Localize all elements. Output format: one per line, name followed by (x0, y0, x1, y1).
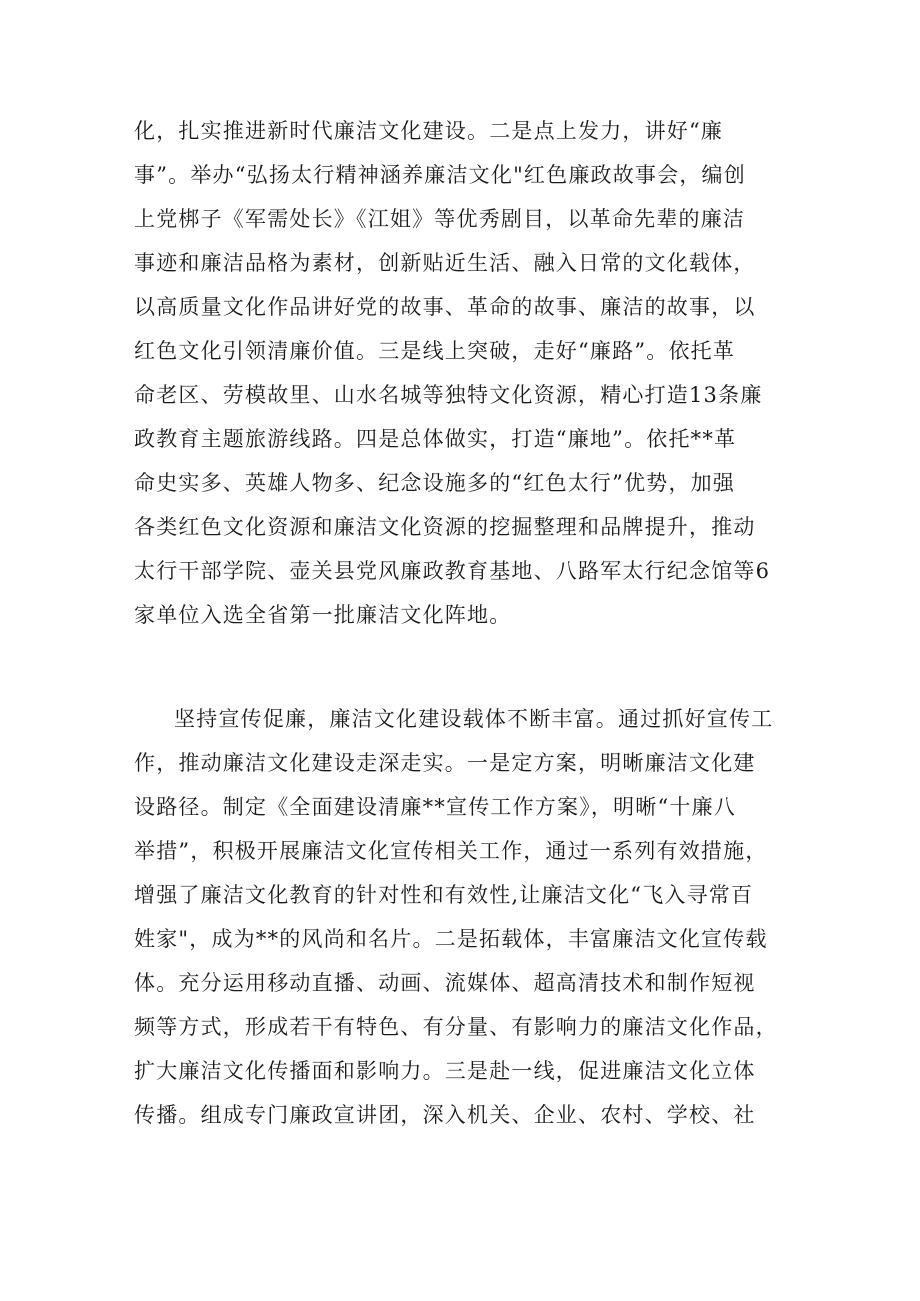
paragraph-line: 太行干部学院、壶关县党风廉政教育基地、八路军太行纪念馆等6 (134, 559, 771, 583)
paragraph-line: 上党梆子《军需处长》《江姐》等优秀剧目，以革命先辈的廉洁 (134, 207, 746, 231)
paragraph-first-line: 坚持宣传促廉，廉洁文化建设载体不断丰富。通过抓好宣传工 (174, 707, 774, 731)
paragraph-1 (134, 109, 794, 637)
paragraph-line: 红色文化引领清廉价值。三是线上突破，走好“廉路”。依托革 (134, 339, 736, 363)
paragraph-line: 传播。组成专门廉政宣讲团，深入机关、企业、农村、学校、社 (134, 1103, 756, 1127)
paragraph-line: 姓家"，成为**的风尚和名片。二是拓载体，丰富廉洁文化宣传载 (134, 927, 768, 951)
paragraph-line: 体。充分运用移动直播、动画、流媒体、超高清技术和制作短视 (134, 971, 756, 995)
paragraph-line: 政教育主题旅游线路。四是总体做实，打造“廉地”。依托**革 (134, 427, 737, 451)
paragraph-line: 扩大廉洁文化传播面和影响力。三是赴一线，促进廉洁文化立体 (134, 1059, 756, 1083)
paragraph-2 (134, 697, 794, 1137)
paragraph-line: 命老区、劳模故里、山水名城等独特文化资源，精心打造13条廉 (134, 383, 763, 407)
paragraph-line: 事”。举办“弘扬太行精神涵养廉洁文化"红色廉政故事会，编创 (134, 163, 746, 187)
paragraph-line: 家单位入选全省第一批廉洁文化阵地。 (134, 603, 512, 627)
paragraph-line: 举措”，积极开展廉洁文化宣传相关工作，通过一系列有效措施， (134, 839, 768, 863)
paragraph-line: 各类红色文化资源和廉洁文化资源的挖掘整理和品牌提升，推动 (134, 515, 756, 539)
paragraph-line: 化，扎实推进新时代廉洁文化建设。二是点上发力，讲好“廉 (134, 119, 724, 143)
paragraph-line: 频等方式，形成若干有特色、有分量、有影响力的廉洁文化作品， (134, 1015, 778, 1039)
paragraph-line: 设路径。制定《全面建设清廉**宣传工作方案》，明晰“十廉八 (134, 795, 737, 819)
paragraph-line: 作，推动廉洁文化建设走深走实。一是定方案，明晰廉洁文化建 (134, 751, 756, 775)
paragraph-line: 事迹和廉洁品格为素材，创新贴近生活、融入日常的文化载体， (134, 251, 756, 275)
paragraph-line: 以高质量文化作品讲好党的故事、革命的故事、廉洁的故事，以 (134, 295, 756, 319)
paragraph-line: 命史实多、英雄人物多、纪念设施多的“红色太行”优势，加强 (134, 471, 736, 495)
paragraph-line: 增强了廉洁文化教育的针对性和有效性,让廉洁文化“飞入寻常百 (134, 883, 754, 907)
